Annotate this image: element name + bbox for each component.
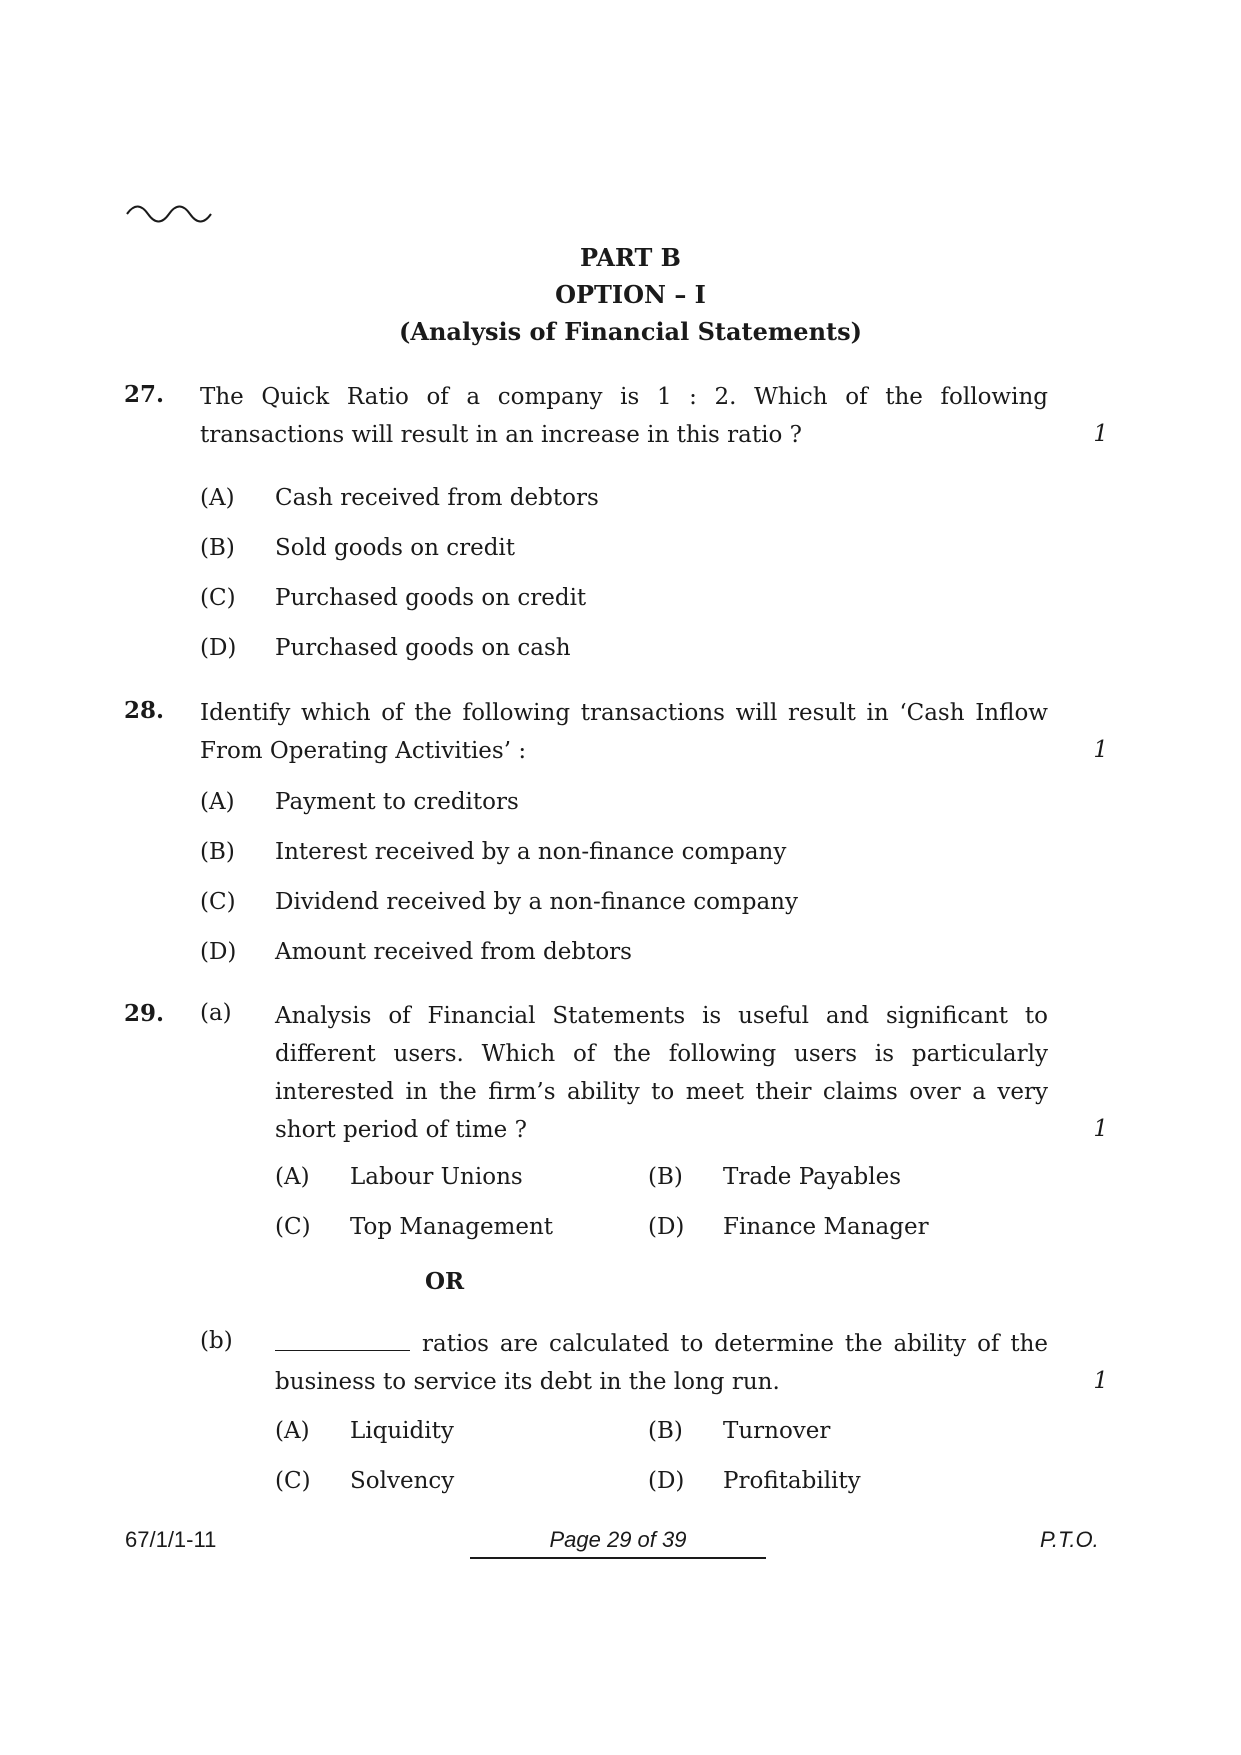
option-text: Sold goods on credit xyxy=(275,535,516,561)
paper-code: 67/1/1-11 xyxy=(125,1527,217,1552)
option-text: Interest received by a non-finance company xyxy=(275,839,787,865)
question-number: 29. xyxy=(124,1000,165,1027)
section-subtitle: (Analysis of Financial Statements) xyxy=(399,317,862,346)
option-letter: (B) xyxy=(648,1418,683,1444)
option-heading: OPTION – I xyxy=(555,280,706,309)
subpart-label: (a) xyxy=(200,1000,232,1026)
option-text: Finance Manager xyxy=(723,1214,929,1240)
option-letter: (D) xyxy=(648,1214,685,1240)
subpart-label: (b) xyxy=(200,1328,233,1354)
question-marks: 1 xyxy=(1093,1116,1108,1142)
question-text: The Quick Ratio of a company is 1 : 2. Which of the following transactions will result in an increase in this ratio ? xyxy=(200,384,1048,448)
option-letter: (D) xyxy=(200,939,237,965)
or-separator: OR xyxy=(425,1268,465,1295)
question-number: 27. xyxy=(124,381,165,408)
option-text: Turnover xyxy=(723,1418,831,1444)
option-letter: (D) xyxy=(200,635,237,661)
option-text: Amount received from debtors xyxy=(275,939,632,965)
option-letter: (B) xyxy=(200,535,235,561)
option-letter: (A) xyxy=(275,1164,310,1190)
option-text: Dividend received by a non-finance company xyxy=(275,889,798,915)
question-text: ratios are calculated to determine the ability of the business to service its debt in the long run. xyxy=(275,1331,1048,1395)
option-letter: (D) xyxy=(648,1468,685,1494)
option-letter: (C) xyxy=(275,1468,311,1494)
part-heading: PART B xyxy=(580,243,681,272)
option-text: Labour Unions xyxy=(350,1164,523,1190)
option-text: Liquidity xyxy=(350,1418,454,1444)
question-number: 28. xyxy=(124,697,165,724)
option-letter: (C) xyxy=(200,889,236,915)
option-text: Purchased goods on cash xyxy=(275,635,571,661)
pto-label: P.T.O. xyxy=(1040,1527,1099,1552)
option-letter: (C) xyxy=(200,585,236,611)
fill-in-blank xyxy=(275,1330,410,1351)
wave-icon xyxy=(125,200,215,224)
option-letter: (A) xyxy=(200,789,235,815)
option-letter: (A) xyxy=(275,1418,310,1444)
option-letter: (C) xyxy=(275,1214,311,1240)
question-marks: 1 xyxy=(1093,421,1108,447)
option-text: Solvency xyxy=(350,1468,455,1494)
option-text: Cash received from debtors xyxy=(275,485,599,511)
question-text: Identify which of the following transactions will result in ‘Cash Inflow From Operating Activities’ : xyxy=(200,700,1048,764)
option-letter: (B) xyxy=(648,1164,683,1190)
option-text: Profitability xyxy=(723,1468,861,1494)
option-text: Top Management xyxy=(350,1214,554,1240)
question-marks: 1 xyxy=(1093,737,1108,763)
page-number: Page 29 of 39 xyxy=(470,1527,766,1559)
option-text: Trade Payables xyxy=(723,1164,902,1190)
option-text: Payment to creditors xyxy=(275,789,519,815)
option-letter: (A) xyxy=(200,485,235,511)
option-letter: (B) xyxy=(200,839,235,865)
question-marks: 1 xyxy=(1093,1368,1108,1394)
question-text: Analysis of Financial Statements is useful and significant to different users. Which of the following users is particularly interested in the firm’s ability to meet their claims over a very short period of time ? xyxy=(275,1003,1048,1143)
option-text: Purchased goods on credit xyxy=(275,585,587,611)
